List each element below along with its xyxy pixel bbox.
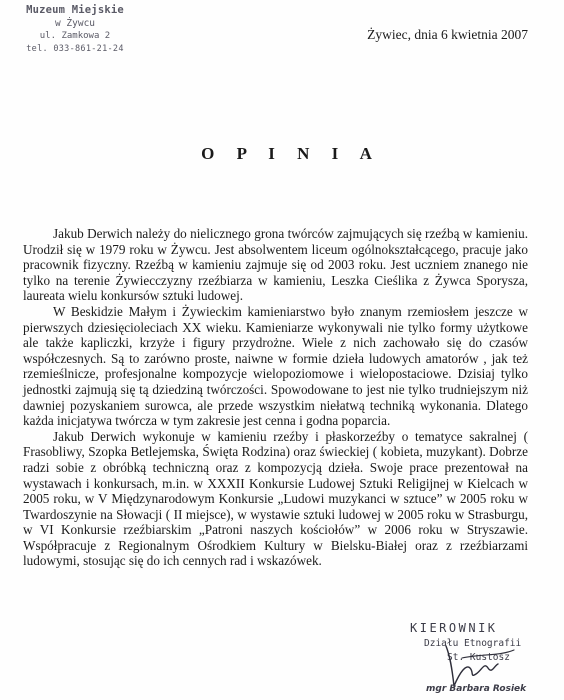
museum-stamp — [6, 4, 144, 56]
paragraph-3: Jakub Derwich wykonuje w kamieniu rzeźby i płaskorzeźby o tematyce sakralnej ( Frasobliwy, Szopka Betlejemska, Święta Rodzina) oraz świeckiej ( kobieta, muzykant). Dobrze radzi sobie z obróbką techniczną oraz z kompozycją dzieła. Swoje prace prezentował na wystawach i konkursach, m.in. w XXXII Konkursie Ludowej Sztuki Religijnej w Kielcach w 2005 roku, w V Międzynarodowym Konkursie „Ludowi muzykanci w sztuce” w 2005 roku w Twardoszynie na Słowacji ( II miejsce), w wystawie sztuki ludowej w 2005 roku w Strasburgu, w VI Konkursie rzeźbiarskim „Patroni naszych kościołów” w 2006 roku w Stryszawie. Współpracuje z Regionalnym Ośrodkiem Kultury w Bielsku-Białej oraz z rzeźbiarzami ludowymi, stosując się do ich cennych rad i wskazówek. — [23, 428, 528, 569]
signature-position: St. Kustosz — [447, 652, 510, 663]
signature-stroke-1 — [446, 646, 498, 686]
document-body — [23, 226, 528, 569]
stamp-city: w Żywcu — [54, 18, 96, 29]
stamp-street: ul. Zamkowa 2 — [39, 31, 111, 41]
signature-name: mgr Barbara Rosiek — [426, 684, 527, 694]
paragraph-2: W Beskidzie Małym i Żywieckim kamieniarstwo było znanym rzemiosłem jeszcze w pierwszych dziesięcioleciach XX wieku. Kamieniarze wykonywali nie tylko formy użytkowe ale także kapliczki, krzyże i figury przydrożne. Wiele z nich zachowało się do czasów współczesnych. Są to zarówno proste, naiwne w formie dzieła ludowych amatorów , jak też rzemieślnicze, profesjonalne kompozycje wielopoziomowe i wielopostaciowe. Dzisiaj tylko jednostki zajmują się tą dziedziną twórczości. Spowodowane to jest nie tylko trudniejszym niż dawniej pozyskaniem surowca, ale przede wszystkim niełatwą techniką wykonania. Dlatego każda inicjatywa twórcza w tym zakresie jest cenna i godna poparcia. — [23, 303, 528, 429]
signature-role: KIEROWNIK — [410, 621, 498, 635]
paragraph-1: Jakub Derwich należy do nielicznego grona twórców zajmujących się rzeźbą w kamieniu. Urodził się w 1979 roku w Żywcu. Jest absolwentem liceum ogólnokształcącego, pracuje jako pracownik fizyczny. Rzeźbą w kamieniu zajmuje się od 2003 roku. Jest uczniem znanego nie tylko na terenie Żywiecczyzny rzeźbiarza w kamieniu, Leszka Cieślika z Żywca Sporysza, laureata wielu konkursów sztuki ludowej. — [23, 226, 528, 304]
signature-stroke-2 — [462, 650, 514, 658]
stamp-phone: tel. 033-861-21-24 — [26, 44, 124, 54]
document-title: O P I N I A — [201, 144, 381, 163]
signature-department: Działu Etnografii — [424, 638, 522, 649]
stamp-museum-name: Muzeum Miejskie — [26, 4, 124, 16]
place-date: Żywiec, dnia 6 kwietnia 2007 — [367, 27, 528, 42]
